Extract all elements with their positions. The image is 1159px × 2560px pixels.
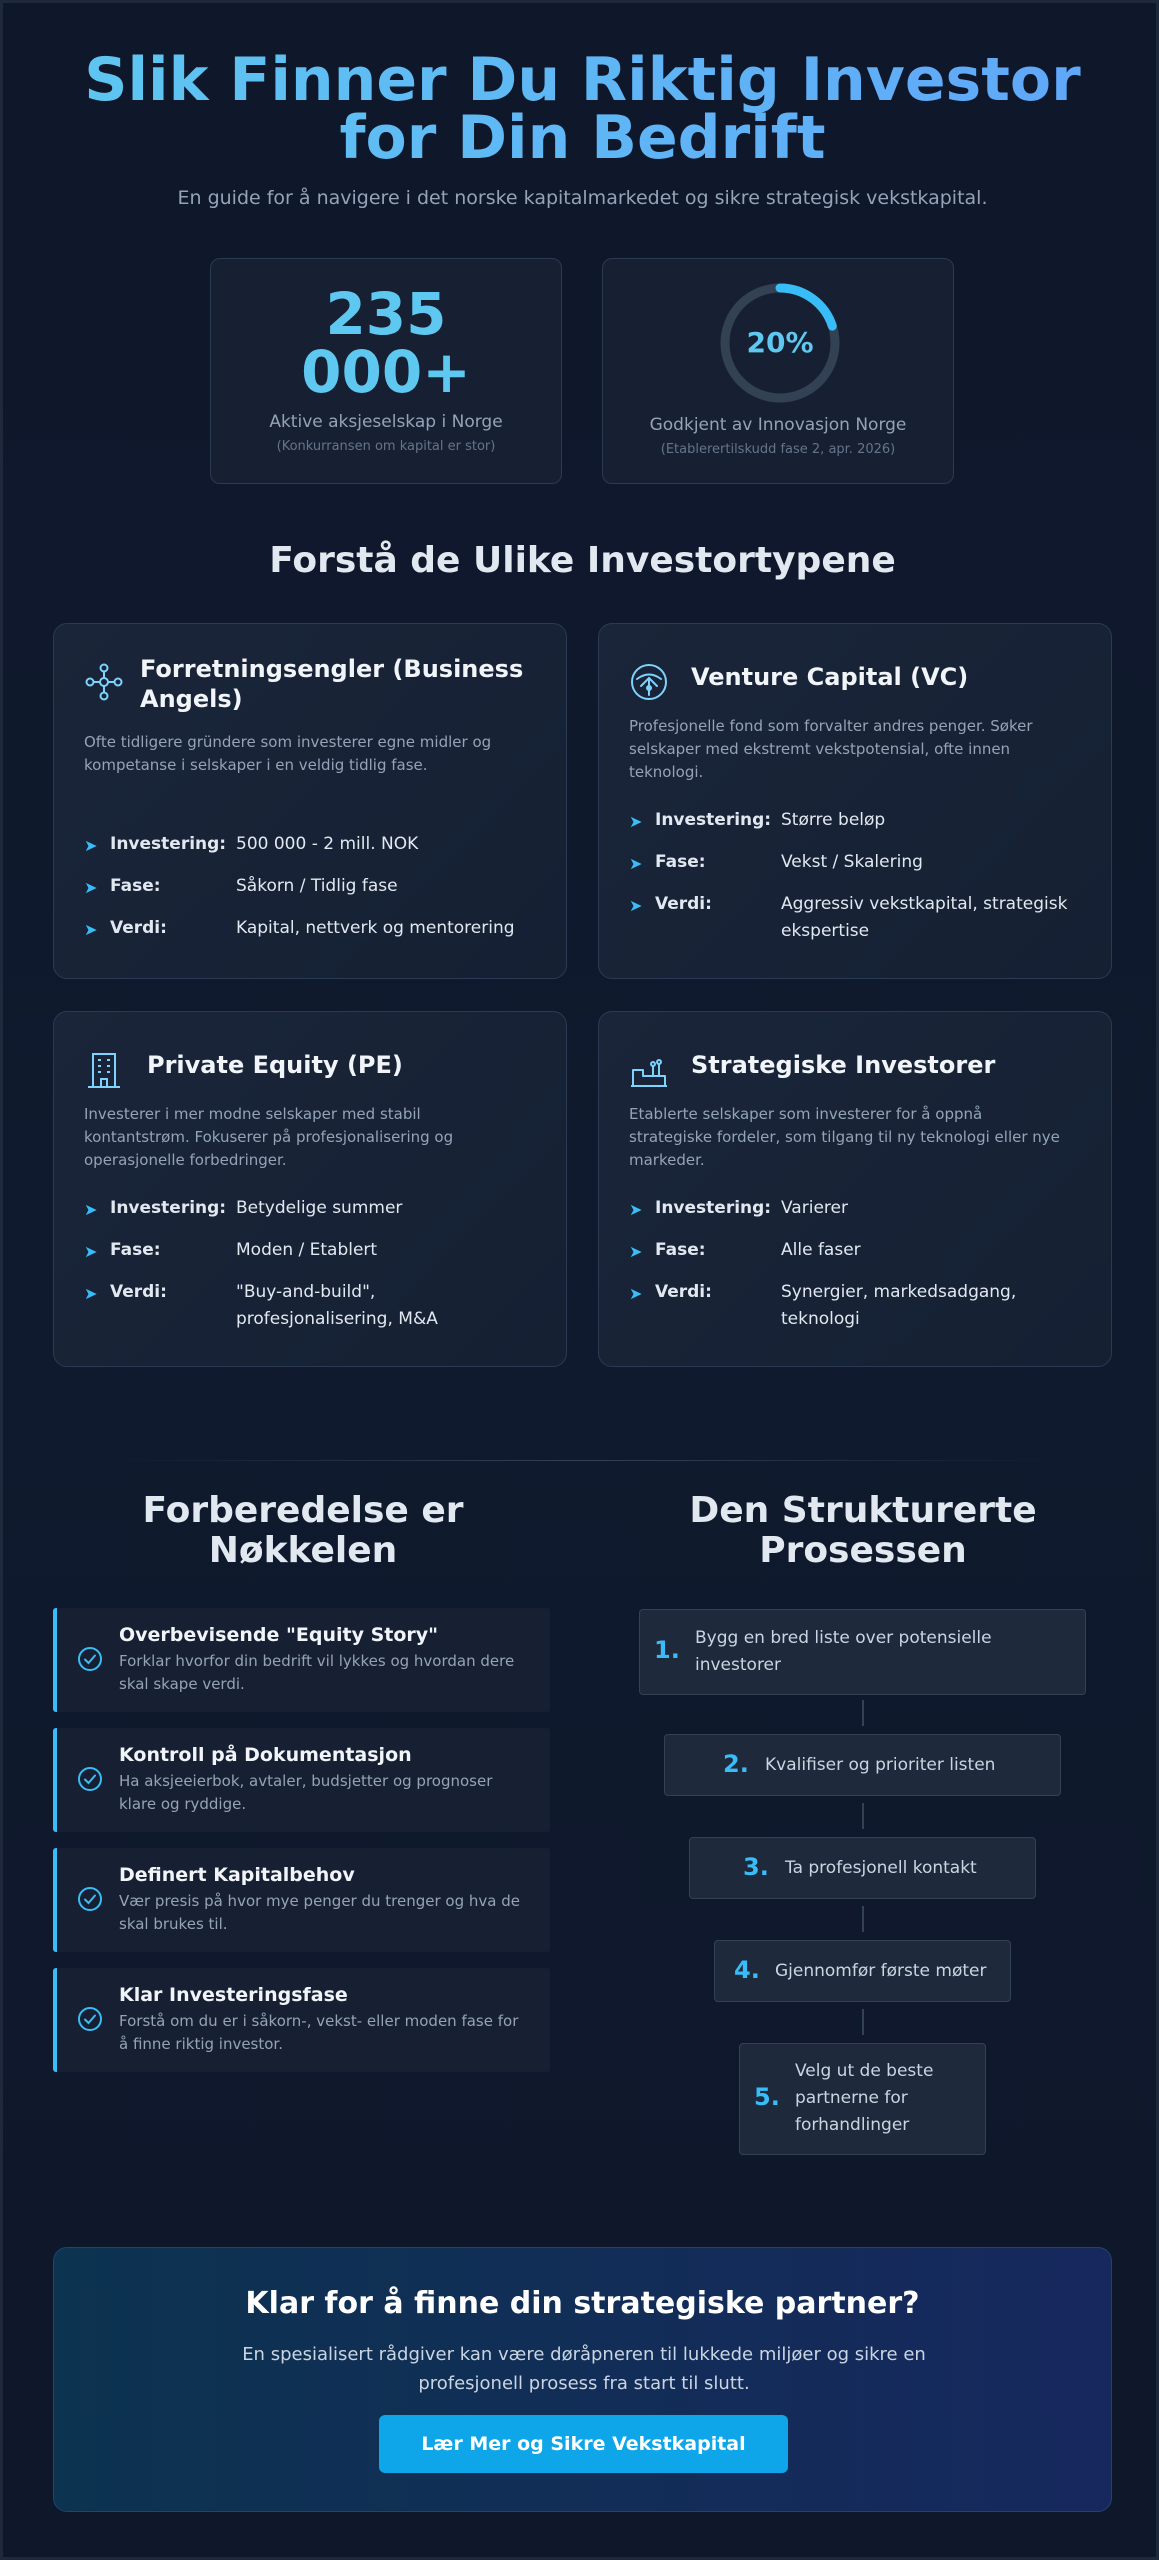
process-connector [862,1700,864,1726]
value-value-line: Aggressiv vekstkapital, strategisk [781,894,1068,914]
investor-types-title: Forstå de Ulike Investortypene [269,540,896,581]
section-divider [103,1460,1062,1461]
phase-value: Moden / Etablert [236,1240,378,1260]
process-step-number: 3. [743,1853,769,1881]
investment-value: Betydelige summer [236,1198,403,1218]
investor-card-title: Private Equity (PE) [147,1051,403,1079]
investor-card-description [84,731,534,777]
preparation-item-title: Klar Investeringsfase [119,1984,348,2006]
investment-value: Varierer [781,1198,848,1218]
process-step-text [795,2058,933,2139]
page-title-line-1: Slik Finner Du Riktig Investor [84,45,1081,115]
process-step [689,1837,1036,1899]
value-value-line: ekspertise [781,921,870,941]
investor-card-description-line: kompetanse i selskaper i en veldig tidlig fase. [84,756,428,774]
value-value-line: "Buy-and-build", [236,1282,376,1302]
arrow-right-icon: ➤ [629,896,643,915]
investor-card-pe [53,1011,567,1367]
phase-value: Vekst / Skalering [781,852,923,872]
preparation-item-description [119,2010,539,2056]
value-key: Verdi: [110,1282,167,1302]
process-step-number: 1. [654,1636,680,1664]
stat-percent: 20% [746,326,814,359]
investor-card-title-line: Forretningsengler (Business [140,655,524,683]
process-step-text: Gjennomfør første møter [775,1961,987,1981]
investor-card-vc [598,623,1112,979]
process-step-text-line: partnerne for [795,2088,908,2108]
cta-title: Klar for å finne din strategiske partner? [245,2286,920,2321]
phase-value: Såkorn / Tidlig fase [236,876,398,896]
process-step-number: 4. [734,1956,760,1984]
investor-card-angels [53,623,567,979]
preparation-item-title: Definert Kapitalbehov [119,1864,355,1886]
investor-card-title-line: Angels) [140,685,243,713]
process-step [639,1609,1086,1695]
arrow-right-icon: ➤ [84,878,98,897]
phase-value: Alle faser [781,1240,861,1260]
network-nodes-icon [84,662,124,702]
preparation-item [53,1728,550,1832]
arrow-right-icon: ➤ [84,920,98,939]
investment-value: 500 000 - 2 mill. NOK [236,834,419,854]
cta-description-line: profesjonell prosess fra start til slutt. [418,2373,750,2394]
stat-card-companies [210,258,562,484]
preparation-item-description-line: skal brukes til. [119,1915,228,1933]
preparation-item-description-line: Vær presis på hvor mye penger du trenger og hva de [119,1892,520,1910]
check-circle-icon [77,1766,103,1792]
process-step-number: 2. [723,1750,749,1778]
investor-card-description [629,1103,1079,1172]
arrow-right-icon: ➤ [84,1200,98,1219]
preparation-item [53,1848,550,1952]
investment-key: Investering: [655,810,772,830]
value-key: Verdi: [655,1282,712,1302]
investor-card-description-line: teknologi. [629,763,704,781]
investor-card-description [84,1103,534,1172]
process-step-text-line: investorer [695,1655,782,1675]
process-step-text-line: Velg ut de beste [795,2061,934,2081]
page-title-line-2: for Din Bedrift [339,103,826,173]
preparation-item-title: Overbevisende "Equity Story" [119,1624,439,1646]
investor-card-description-line: kontantstrøm. Fokuserer på profesjonalisering og [84,1128,454,1146]
investor-card-description-line: Investerer i mer modne selskaper med stabil [84,1105,421,1123]
investor-card-description-line: Etablerte selskaper som investerer for å oppnå [629,1105,983,1123]
investor-card-title: Venture Capital (VC) [691,663,969,691]
investment-key: Investering: [655,1198,772,1218]
rocket-icon [629,662,669,702]
stat-note: (Konkurransen om kapital er stor) [276,439,496,454]
phase-key: Fase: [110,876,161,896]
investor-card-title: Strategiske Investorer [691,1051,996,1079]
process-title-line: Den Strukturerte [689,1490,1037,1531]
stat-value-line-2: 000+ [301,338,471,406]
process-step [664,1734,1061,1796]
check-circle-icon [77,1886,103,1912]
preparation-item [53,1608,550,1712]
arrow-right-icon: ➤ [629,1284,643,1303]
building-icon [84,1050,124,1090]
preparation-item-description [119,1650,539,1696]
process-step-text: Kvalifiser og prioriter listen [765,1755,996,1775]
process-step-number: 5. [754,2083,780,2111]
preparation-item [53,1968,550,2072]
stat-label: Aktive aksjeselskap i Norge [269,412,503,432]
preparation-item-description-line: Forklar hvorfor din bedrift vil lykkes og hvordan dere [119,1652,515,1670]
investor-card-description-line: selskaper med ekstremt vekstpotensial, ofte innen [629,740,1011,758]
page-title [3,45,1159,173]
preparation-title [53,1491,553,1571]
process-step-text-line: Bygg en bred liste over potensielle [695,1628,992,1648]
arrow-right-icon: ➤ [629,1200,643,1219]
phase-key: Fase: [110,1240,161,1260]
preparation-item-description-line: skal skape verdi. [119,1675,245,1693]
process-connector [862,1906,864,1932]
learn-more-button[interactable]: Lær Mer og Sikre Vekstkapital [379,2415,788,2473]
arrow-right-icon: ➤ [84,1284,98,1303]
investor-card-description-line: Profesjonelle fond som forvalter andres penger. Søker [629,717,1033,735]
check-circle-icon [77,2006,103,2032]
value-value [236,1279,546,1333]
factory-icon [629,1050,669,1090]
preparation-item-description-line: Forstå om du er i såkorn-, vekst- eller moden fase for [119,2012,519,2030]
value-value-line: Synergier, markedsadgang, [781,1282,1017,1302]
stat-card-approval [602,258,954,484]
process-connector [862,2009,864,2035]
value-value: Kapital, nettverk og mentorering [236,918,515,938]
arrow-right-icon: ➤ [629,812,643,831]
investor-card-strategic [598,1011,1112,1367]
phase-key: Fase: [655,1240,706,1260]
preparation-item-description-line: Ha aksjeeierbok, avtaler, budsjetter og prognoser [119,1772,493,1790]
check-circle-icon [77,1646,103,1672]
value-key: Verdi: [655,894,712,914]
value-value [781,891,1091,945]
phase-key: Fase: [655,852,706,872]
process-step-text: Ta profesjonell kontakt [785,1858,977,1878]
cta-description-line: En spesialisert rådgiver kan være døråpneren til lukkede miljøer og sikre en [242,2344,926,2365]
arrow-right-icon: ➤ [629,1242,643,1261]
preparation-item-description-line: å finne riktig investor. [119,2035,283,2053]
preparation-title-line: Forberedelse er [142,1490,464,1531]
investor-card-description-line: markeder. [629,1151,705,1169]
process-step-text-line: forhandlinger [795,2115,910,2135]
preparation-title-line: Nøkkelen [208,1530,398,1571]
value-value-line: teknologi [781,1309,860,1329]
preparation-item-description [119,1890,539,1936]
page-subtitle: En guide for å navigere i det norske kapitalmarkedet og sikre strategisk vekstkapital. [177,187,988,209]
preparation-item-description-line: klare og ryddige. [119,1795,247,1813]
value-value-line: profesjonalisering, M&A [236,1309,438,1329]
stat-value-line-1: 235 [325,280,447,348]
cta-description [234,2340,934,2398]
process-step [739,2043,986,2155]
investor-card-description [629,715,1079,784]
value-value [781,1279,1091,1333]
stat-note: (Etablerertilskudd fase 2, apr. 2026) [660,442,896,457]
investor-card-title [140,654,523,714]
process-connector [862,1803,864,1829]
value-key: Verdi: [110,918,167,938]
investor-card-description-line: operasjonelle forbedringer. [84,1151,287,1169]
process-step-text [695,1625,992,1679]
stat-value [211,280,561,406]
investment-value: Større beløp [781,810,886,830]
stat-label: Godkjent av Innovasjon Norge [649,415,907,435]
arrow-right-icon: ➤ [84,1242,98,1261]
process-title-line: Prosessen [759,1530,967,1571]
preparation-item-description [119,1770,539,1816]
investor-card-description-line: strategiske fordeler, som tilgang til ny teknologi eller nye [629,1128,1060,1146]
arrow-right-icon: ➤ [629,854,643,873]
preparation-item-title: Kontroll på Dokumentasjon [119,1744,412,1766]
investment-key: Investering: [110,834,227,854]
investor-card-description-line: Ofte tidligere gründere som investerer egne midler og [84,733,492,751]
process-step [714,1940,1011,2002]
arrow-right-icon: ➤ [84,836,98,855]
investment-key: Investering: [110,1198,227,1218]
cta-panel [53,2247,1112,2512]
process-title [613,1491,1113,1571]
